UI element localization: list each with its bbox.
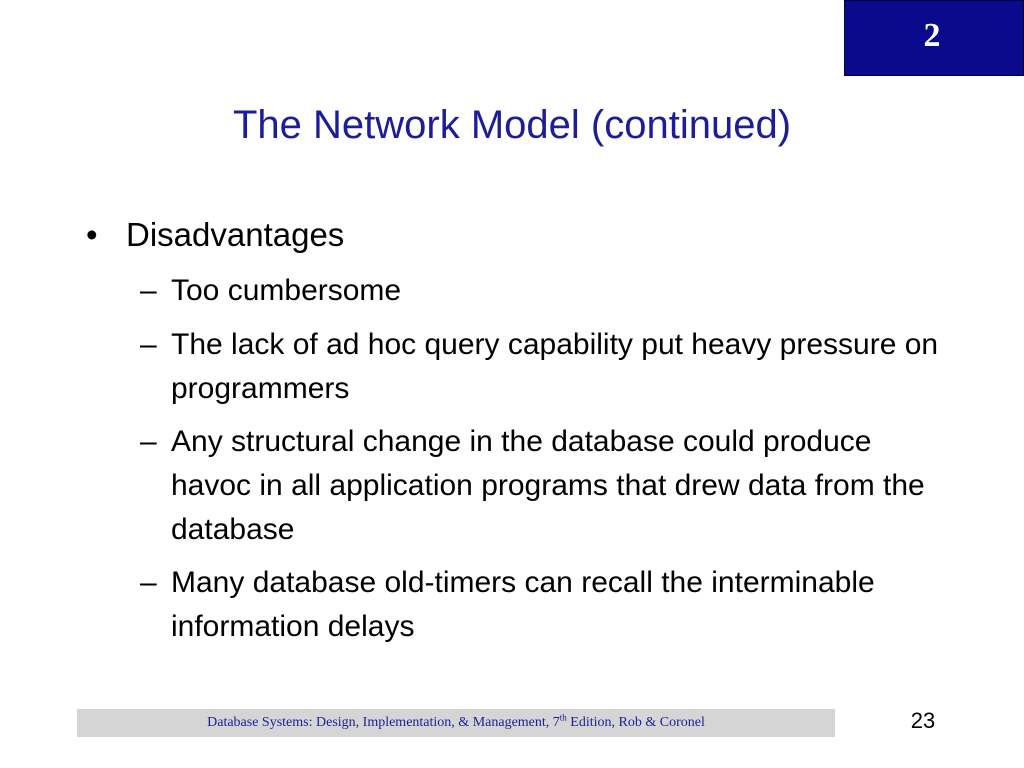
sub-item-text: The lack of ad hoc query capability put heavy pressure on programmers [171,328,939,405]
sub-item-dash: – [140,274,157,307]
slide-title: The Network Model (continued) [232,103,792,147]
footer-text-tail: Edition, Rob & Coronel [566,715,705,730]
chapter-number: 2 [923,17,941,54]
bullet-marker: • [86,216,98,253]
footer-citation [77,709,835,737]
sub-item-text: Too cumbersome [171,274,402,307]
sub-item-dash: – [140,566,157,599]
bullet-item [86,213,344,257]
sub-item [140,561,940,649]
footer-bar [77,709,835,737]
bullet-label: Disadvantages [126,216,345,253]
sub-item [140,323,940,411]
sub-item [140,269,940,313]
sub-item-text: Many database old-timers can recall the interminable information delays [171,566,875,643]
sub-item-dash: – [140,328,157,361]
footer-superscript: th [559,712,567,723]
sub-item-text: Any structural change in the database could produce havoc in all application programs that drew data from the database [171,425,925,546]
sub-item-dash: – [140,425,157,458]
page-number: 23 [910,708,936,733]
footer-text-main: Database Systems: Design, Implementation, & Management, 7 [207,715,560,730]
sub-item [140,420,940,552]
